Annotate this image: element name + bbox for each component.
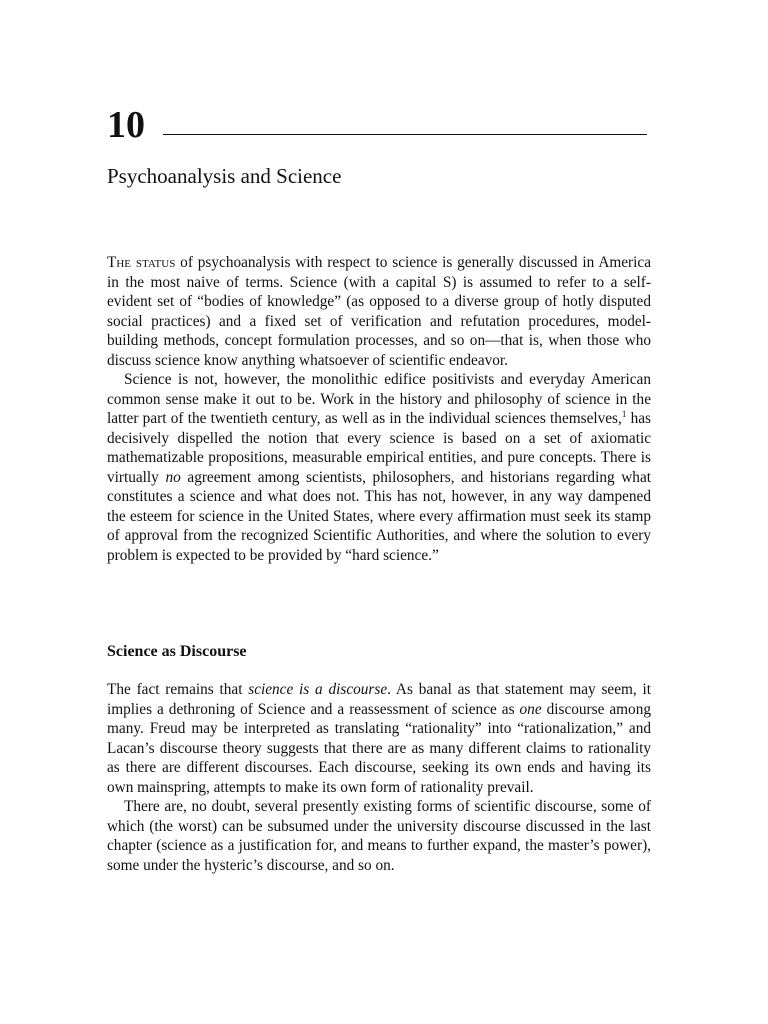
paragraph-text: . As banal as that statement may seem, it implies a dethroning of Science and a reassessment of science as <box>107 681 651 718</box>
paragraph-lead: The status <box>107 254 176 271</box>
emphasis-text: science is a discourse <box>248 681 388 698</box>
section-heading: Science as Discourse <box>107 643 247 660</box>
section-paragraph-1 <box>107 680 651 797</box>
intro-paragraph-2 <box>107 370 651 565</box>
chapter-heading <box>107 103 651 147</box>
paragraph-text: agreement among scientists, philosophers, and historians regarding what constitutes a science and what does not. This has not, however, in any way dampened the esteem for science in the United States, where every affirmation must seek its stamp of approval from the recognized Scientific Authorities, and where the solution to every problem is expected to be provided by “hard science.” <box>107 468 651 564</box>
section-text <box>107 680 651 875</box>
paragraph-text: of psychoanalysis with respect to science is generally discussed in America in the most naive of terms. Science (with a capital S) is assumed to refer to a self-evident set of “bodies of knowledge” (as opposed to a diverse group of hotly disputed social practices) and a fixed set of verification and refutation procedures, model-building methods, concept formulation processes, and so on—that is, when those who discuss science know anything whatsoever of scientific endeavor. <box>107 254 651 369</box>
emphasis-text: one <box>519 700 542 718</box>
paragraph-text: The fact remains that <box>107 681 249 698</box>
book-page <box>107 0 651 1024</box>
paragraph-text: discourse among many. Freud may be interpreted as translating “rationality” into “rationalization,” and Lacan’s discourse theory suggests that there are as many different claims to rationality as there are different discourses. Each discourse, seeking its own ends and having its own mainspring, attempts to make its own form of rationality prevail. <box>107 700 651 796</box>
chapter-number: 10 <box>107 104 145 146</box>
emphasis-text: no <box>165 468 181 486</box>
chapter-rule <box>163 134 647 135</box>
footnote-marker[interactable]: 1 <box>621 409 627 419</box>
section-paragraph-2: There are, no doubt, several presently existing forms of scientific discourse, some of which (the worst) can be subsumed under the university discourse discussed in the last chapter (science as a justification for, and means to further expand, the master’s power), some under the hysteric’s discourse, and so on. <box>107 798 651 874</box>
paragraph-text: has decisively dispelled the notion that every science is based on a set of axiomatic mathematizable propositions, measurable empirical entities, and pure concepts. There is virtually <box>107 410 651 486</box>
paragraph-text: Science is not, however, the monolithic edifice positivists and everyday American common sense make it out to be. Work in the history and philosophy of science in the latter part of the twentieth century, as well as in the individual sciences themselves, <box>107 371 651 427</box>
intro-text <box>107 253 651 565</box>
chapter-title: Psychoanalysis and Science <box>107 164 342 188</box>
intro-paragraph-1 <box>107 253 651 370</box>
